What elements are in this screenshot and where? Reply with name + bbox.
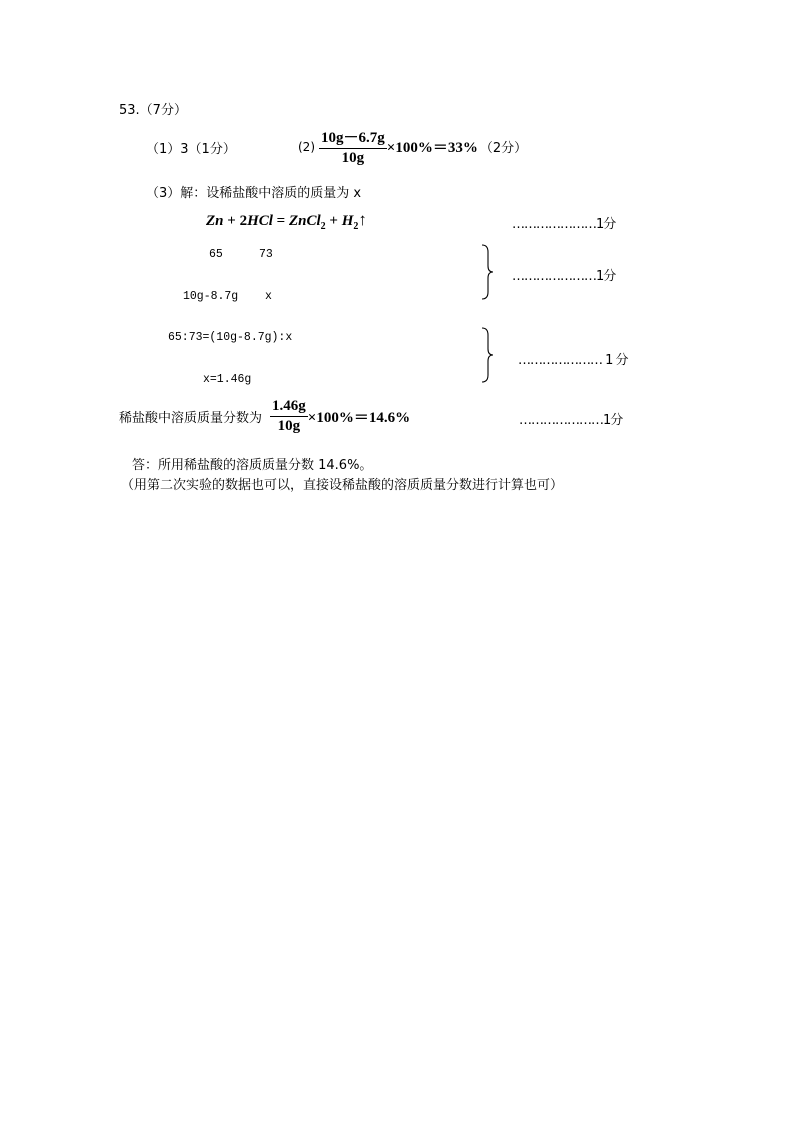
eq-sub-b: 2 xyxy=(353,221,359,232)
part2-numerator: 10g－6.7g xyxy=(319,126,387,149)
gas-arrow-icon: ↑ xyxy=(358,210,367,229)
part3-intro: （3）解：设稀盐酸中溶质的质量为 x xyxy=(146,186,362,201)
score-line-1: …………………1分 xyxy=(512,217,616,232)
ratio-top-left: 65 xyxy=(209,248,223,261)
right-brace-icon xyxy=(480,244,494,300)
mass-fraction-numerator: 1.46g xyxy=(270,398,308,417)
part2-prefix: (2) xyxy=(298,139,315,154)
final-answer: 答：所用稀盐酸的溶质质量分数 14.6%。 xyxy=(132,458,373,473)
mass-fraction-label: 稀盐酸中溶质质量分数为 xyxy=(119,411,263,426)
mass-fraction-line xyxy=(119,398,410,435)
mass-fraction xyxy=(270,398,308,435)
eq-zncl: ZnCl xyxy=(288,213,321,229)
eq-sub-a: 2 xyxy=(320,221,326,232)
score-line-2: …………………1分 xyxy=(512,269,616,284)
score-line-4: …………………1分 xyxy=(519,413,623,428)
eq-h: H xyxy=(341,213,354,229)
answer-note: （用第二次实验的数据也可以，直接设稀盐酸的溶质质量分数进行计算也可） xyxy=(121,478,564,493)
question-number: 53.（7分） xyxy=(119,103,187,118)
part2-result: ×100%＝33% xyxy=(386,140,478,156)
score-line-3: ………………… 1 分 xyxy=(518,353,628,368)
part2-formula xyxy=(298,126,527,167)
mass-fraction-result: ×100%＝14.6% xyxy=(307,410,411,426)
eq-plus2: + xyxy=(325,213,342,229)
eq-zn: Zn xyxy=(206,213,224,229)
part2-fraction xyxy=(319,126,387,167)
mass-fraction-denominator: 10g xyxy=(277,418,301,434)
ratio-bottom-right: x xyxy=(265,290,272,303)
chemical-equation xyxy=(206,210,367,232)
part2-denominator: 10g xyxy=(341,150,365,166)
ratio-bottom-left: 10g-8.7g xyxy=(183,290,239,303)
part2-score: （2分） xyxy=(479,141,528,156)
eq-equals: = xyxy=(272,213,289,229)
ratio-top-right: 73 xyxy=(259,248,273,261)
part1-answer: （1）3（1分） xyxy=(146,142,236,157)
right-brace-icon xyxy=(480,327,494,383)
x-value: x=1.46g xyxy=(203,373,252,386)
eq-hcl: HCl xyxy=(247,213,273,229)
proportion-line: 65:73=(10g-8.7g):x xyxy=(168,331,293,344)
eq-plus1: + 2 xyxy=(223,213,248,229)
